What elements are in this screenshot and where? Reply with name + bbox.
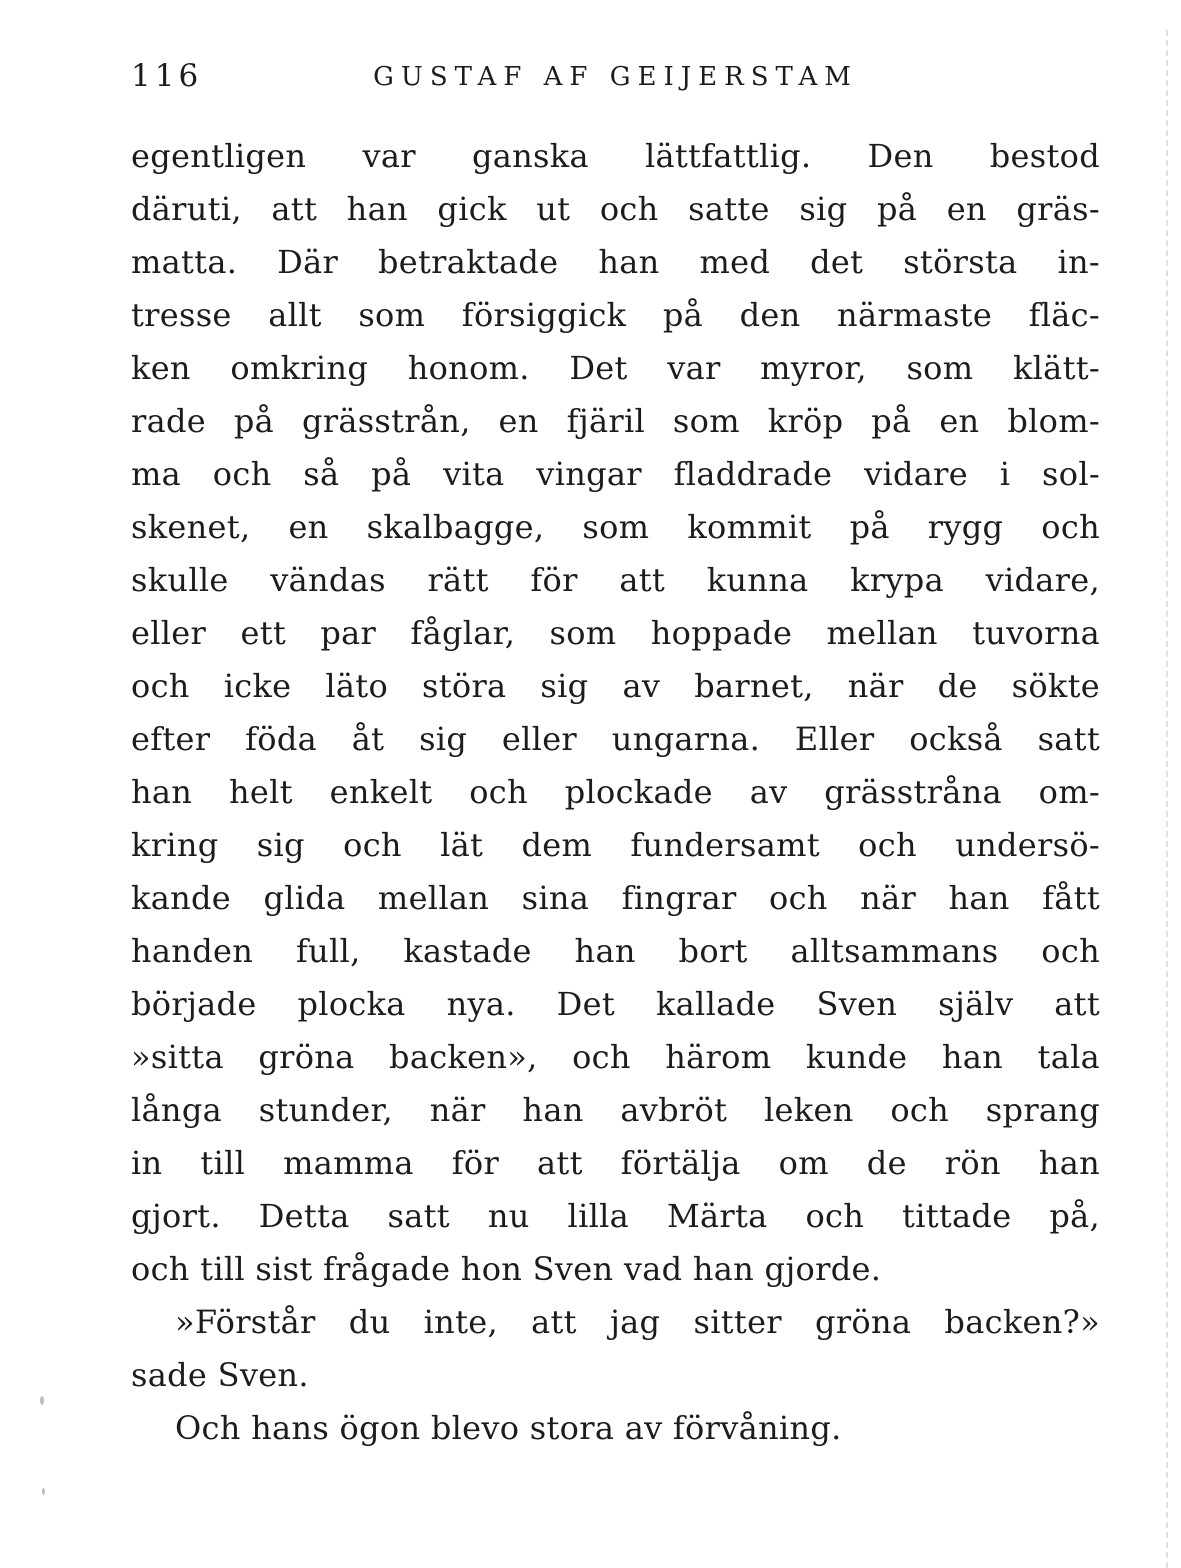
scan-speck — [42, 1488, 45, 1495]
text-line: efter föda åt sig eller ungarna. Eller också satt — [131, 720, 1100, 758]
text-line: började plocka nya. Det kallade Sven själv att — [131, 985, 1100, 1023]
text-line: sade Sven. — [131, 1356, 309, 1394]
text-line: eller ett par fåglar, som hoppade mellan tuvorna — [131, 614, 1100, 652]
text-line: »sitta gröna backen», och härom kunde han tala — [131, 1038, 1100, 1076]
text-line: egentligen var ganska lättfattlig. Den bestod — [131, 137, 1100, 175]
text-line: långa stunder, när han avbröt leken och sprang — [131, 1091, 1100, 1129]
text-line: matta. Där betraktade han med det största in- — [131, 243, 1100, 281]
text-line: gjort. Detta satt nu lilla Märta och tittade på, — [131, 1197, 1100, 1235]
text-line: »Förstår du inte, att jag sitter gröna backen?» — [175, 1303, 1100, 1341]
text-line: och icke läto störa sig av barnet, när de sökte — [131, 667, 1100, 705]
text-line: ken omkring honom. Det var myror, som klätt- — [131, 349, 1100, 387]
text-line: kande glida mellan sina fingrar och när han fått — [131, 879, 1100, 917]
text-line: däruti, att han gick ut och satte sig på en gräs- — [131, 190, 1100, 228]
text-line: ma och så på vita vingar fladdrade vidare i sol- — [131, 455, 1100, 493]
page-number: 116 — [131, 58, 203, 94]
text-line: in till mamma för att förtälja om de rön han — [131, 1144, 1100, 1182]
page-header — [131, 56, 1100, 100]
scan-speck — [40, 1396, 44, 1405]
text-line: han helt enkelt och plockade av grässtråna om- — [131, 773, 1100, 811]
running-header: GUSTAF AF GEIJERSTAM — [373, 62, 858, 92]
text-line: skulle vändas rätt för att kunna krypa vidare, — [131, 561, 1100, 599]
text-line: rade på grässtrån, en fjäril som kröp på en blom- — [131, 402, 1100, 440]
text-line: och till sist frågade hon Sven vad han gjorde. — [131, 1250, 882, 1288]
text-line: skenet, en skalbagge, som kommit på rygg och — [131, 508, 1100, 546]
text-line: kring sig och lät dem fundersamt och undersö- — [131, 826, 1100, 864]
scan-artifact-right-edge — [1166, 30, 1168, 1568]
text-line: handen full, kastade han bort alltsammans och — [131, 932, 1100, 970]
text-line: tresse allt som försiggick på den närmaste fläc- — [131, 296, 1100, 334]
page-text — [131, 130, 1100, 1455]
text-line: Och hans ögon blevo stora av förvåning. — [175, 1409, 842, 1447]
